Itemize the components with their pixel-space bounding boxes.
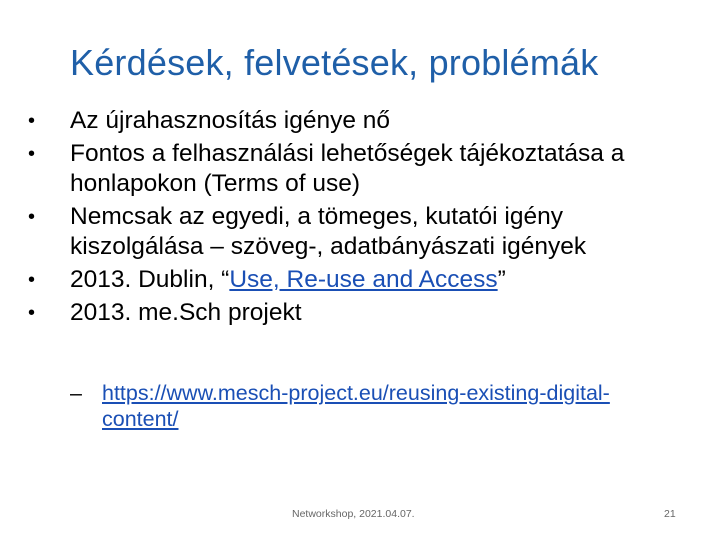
list-item (28, 265, 688, 295)
mesch-project-link[interactable]: https://www.mesch-project.eu/reusing-existing-digital-content/ (102, 381, 610, 431)
slide-title: Kérdések, felvetések, problémák (70, 42, 599, 83)
bullet-text: 2013. me.Sch projekt (70, 299, 302, 326)
footer-text: Networkshop, 2021.04.07. (292, 508, 415, 520)
page-number: 21 (664, 508, 676, 520)
bullet-icon: • (28, 302, 36, 324)
bullet-icon: • (28, 110, 36, 132)
list-item (28, 106, 688, 136)
bullet-text: Az újrahasznosítás igénye nő (70, 107, 391, 134)
dash-icon: – (70, 381, 82, 405)
use-reuse-access-link[interactable]: Use, Re-use and Access (229, 266, 498, 293)
bullet-text: Fontos a felhasználási lehetőségek tájékoztatása a honlapokon (Terms of use) (70, 140, 625, 197)
list-item (28, 202, 688, 262)
list-item (28, 298, 688, 328)
bullet-icon: • (28, 269, 36, 291)
bullet-text-prefix: 2013. Dublin, “ (70, 266, 230, 293)
sub-list-item (70, 380, 670, 432)
sub-list (70, 380, 670, 432)
bullet-icon: • (28, 206, 36, 228)
bullet-text: Nemcsak az egyedi, a tömeges, kutatói igény kiszolgálása – szöveg-, adatbányászati igények (70, 203, 587, 260)
bullet-list (28, 106, 688, 331)
list-item (28, 139, 688, 199)
bullet-icon: • (28, 143, 36, 165)
bullet-text-suffix: ” (497, 266, 506, 293)
